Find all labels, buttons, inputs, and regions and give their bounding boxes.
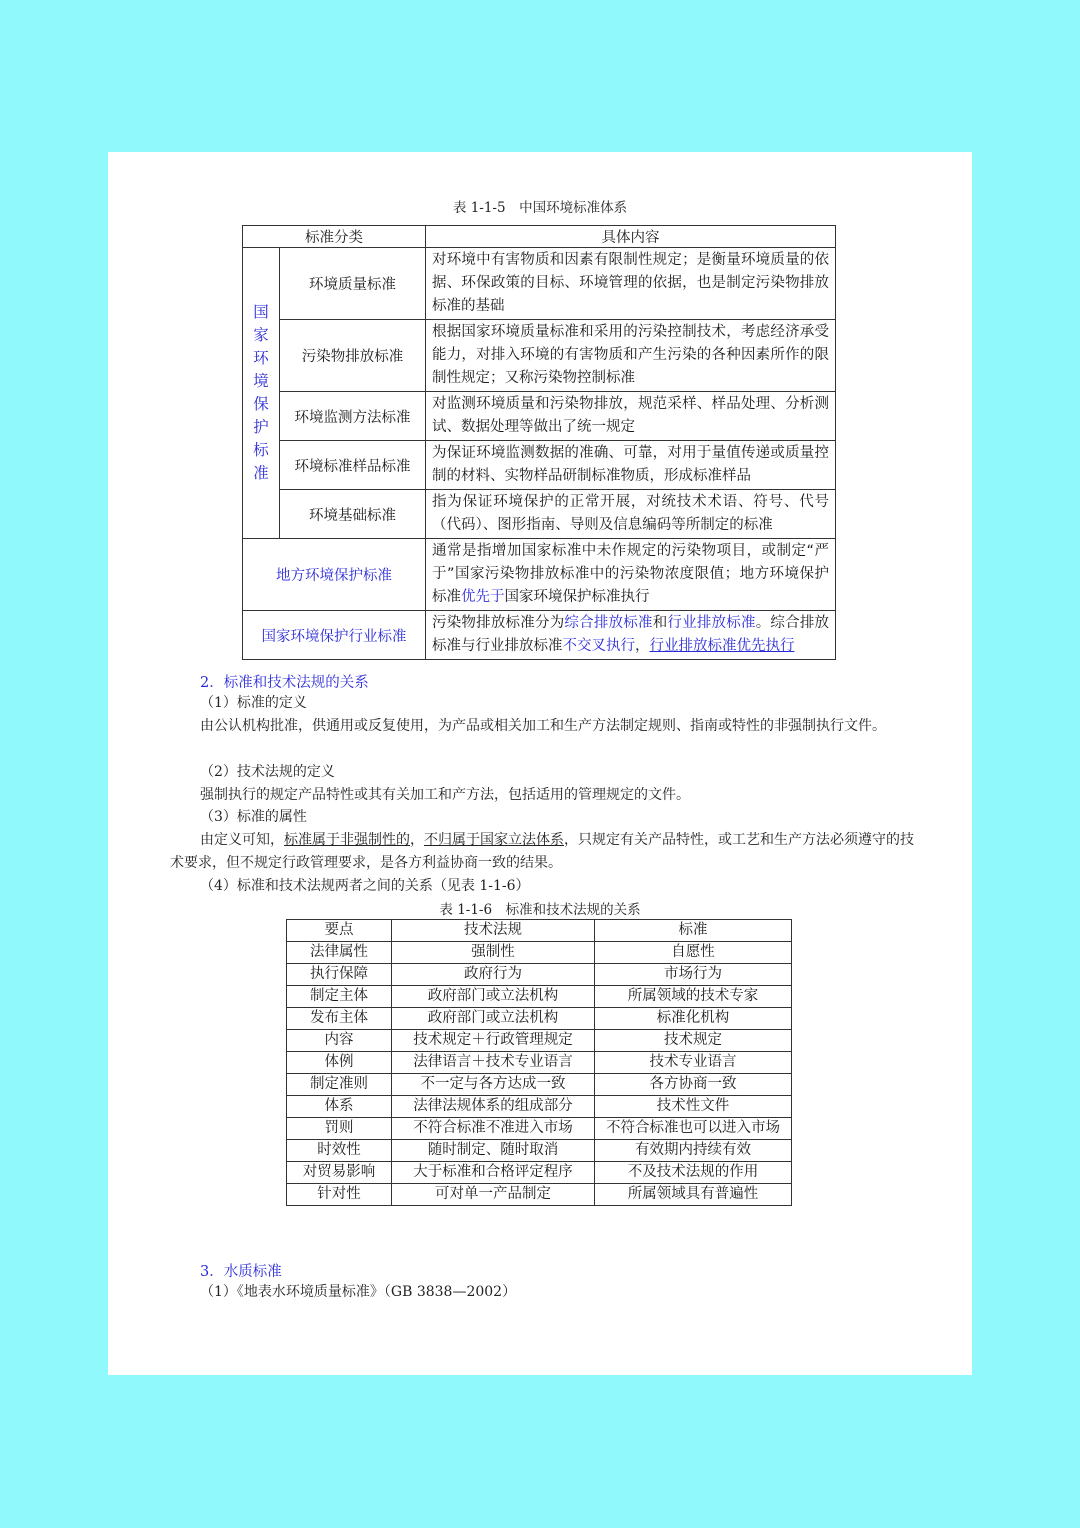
table-cell: 罚则 [287, 1118, 392, 1140]
table-row [243, 248, 836, 320]
table-cell: 体例 [287, 1052, 392, 1074]
table-row [287, 964, 792, 986]
table-row [287, 1162, 792, 1184]
table-cell: 技术专业语言 [595, 1052, 792, 1074]
local-standard-content [426, 539, 836, 611]
table-cell: 政府部门或立法机构 [392, 1008, 595, 1030]
header-cell: 标准 [595, 920, 792, 942]
table2-caption: 表 1-1-6 标准和技术法规的关系 [439, 902, 641, 918]
content-text: 国家环境保护标准执行 [504, 589, 650, 605]
table-cell: 技术规定 [595, 1030, 792, 1052]
table-header-row [243, 226, 836, 248]
table-cell: 法律语言＋技术专业语言 [392, 1052, 595, 1074]
table-cell: 发布主体 [287, 1008, 392, 1030]
content-highlight: 行业排放标准优先执行 [649, 638, 795, 654]
paragraph [170, 829, 916, 875]
table-cell: 针对性 [287, 1184, 392, 1206]
table-row [243, 611, 836, 660]
content-highlight: 综合排放标准 [564, 615, 653, 631]
paragraph-text: 由定义可知， [200, 832, 284, 848]
content-text: 污染物排放标准分为 [432, 615, 565, 631]
paragraph-underline: 标准属于非强制性的 [284, 832, 410, 848]
table-row [287, 986, 792, 1008]
table-row [287, 1184, 792, 1206]
table-cell: 不一定与各方达成一致 [392, 1074, 595, 1096]
header-content: 具体内容 [426, 226, 836, 248]
table-row [287, 1096, 792, 1118]
table-cell: 制定主体 [287, 986, 392, 1008]
category-cell: 环境基础标准 [280, 490, 426, 539]
table-cell: 技术规定＋行政管理规定 [392, 1030, 595, 1052]
sub-heading: （1）《地表水环境质量标准》（GB 3838—2002） [200, 1284, 517, 1300]
paragraph-text: ，只规定有关产品特性，或工艺和生产方法必须遵守的技术要求，但不规定行政管理要求，是各方利益协商一致的结果。 [170, 832, 914, 871]
table-row [243, 490, 836, 539]
table-row [243, 320, 836, 392]
content-cell: 对环境中有害物质和因素有限制性规定；是衡量环境质量的依据、环保政策的目标、环境管理的依据，也是制定污染物排放标准的基础 [426, 248, 836, 320]
table-row [243, 441, 836, 490]
header-cell: 要点 [287, 920, 392, 942]
table-row [243, 539, 836, 611]
table-cell: 可对单一产品制定 [392, 1184, 595, 1206]
content-cell: 为保证环境监测数据的准确、可靠，对用于量值传递或质量控制的材料、实物样品研制标准物质，形成标准样品 [426, 441, 836, 490]
sub-heading: （4）标准和技术法规两者之间的关系（见表 1-1-6） [200, 878, 530, 894]
table-cell: 对贸易影响 [287, 1162, 392, 1184]
table-cell: 不符合标准也可以进入市场 [595, 1118, 792, 1140]
table-cell: 各方协商一致 [595, 1074, 792, 1096]
content-text: 和 [652, 615, 668, 631]
table-cell: 自愿性 [595, 942, 792, 964]
table-row [287, 1008, 792, 1030]
national-group-label-text: 国家环境保护标准 [253, 303, 269, 482]
header-category: 标准分类 [243, 226, 426, 248]
table-cell: 市场行为 [595, 964, 792, 986]
content-cell: 根据国家环境质量标准和采用的污染控制技术，考虑经济承受能力，对排入环境的有害物质和产生污染的各种因素所作的限制性规定；又称污染物控制标准 [426, 320, 836, 392]
category-cell: 环境监测方法标准 [280, 392, 426, 441]
table-row [243, 392, 836, 441]
table-cell: 制定准则 [287, 1074, 392, 1096]
paragraph: 由公认机构批准，供通用或反复使用，为产品或相关加工和生产方法制定规则、指南或特性的非强制执行文件。 [200, 718, 886, 734]
paragraph-underline: 不归属于国家立法体系 [424, 832, 564, 848]
sub-heading: （2）技术法规的定义 [200, 764, 335, 780]
table1-caption: 表 1-1-5 中国环境标准体系 [452, 200, 628, 216]
table-row [287, 1052, 792, 1074]
table-cell: 标准化机构 [595, 1008, 792, 1030]
section2-heading: 2．标准和技术法规的关系 [200, 675, 369, 691]
content-highlight: 优先于 [461, 589, 505, 605]
table-cell: 强制性 [392, 942, 595, 964]
table-cell: 法律法规体系的组成部分 [392, 1096, 595, 1118]
table-cell: 所属领域具有普遍性 [595, 1184, 792, 1206]
content-cell: 对监测环境质量和污染物排放，规范采样、样品处理、分析测试、数据处理等做出了统一规定 [426, 392, 836, 441]
header-cell: 技术法规 [392, 920, 595, 942]
table-cell: 政府部门或立法机构 [392, 986, 595, 1008]
environment-standards-table [242, 225, 836, 660]
table-cell: 内容 [287, 1030, 392, 1052]
table-row [287, 1140, 792, 1162]
content-text: 。综合排放标准与行业排放标准 [432, 615, 830, 654]
sub-heading: （3）标准的属性 [200, 809, 307, 825]
category-cell: 污染物排放标准 [280, 320, 426, 392]
table-header-row [287, 920, 792, 942]
paragraph-text: ， [410, 832, 424, 848]
section3-heading: 3．水质标准 [200, 1264, 282, 1280]
document-page [108, 152, 972, 1375]
table-cell: 政府行为 [392, 964, 595, 986]
table-row [287, 942, 792, 964]
sub-heading: （1）标准的定义 [200, 695, 307, 711]
table-cell: 随时制定、随时取消 [392, 1140, 595, 1162]
national-group-label [243, 248, 280, 539]
content-highlight: 行业排放标准 [667, 615, 756, 631]
table-cell: 法律属性 [287, 942, 392, 964]
category-cell: 环境质量标准 [280, 248, 426, 320]
table-cell: 技术性文件 [595, 1096, 792, 1118]
table-row [287, 1074, 792, 1096]
table-cell: 所属领域的技术专家 [595, 986, 792, 1008]
table-row [287, 1030, 792, 1052]
table-cell: 有效期内持续有效 [595, 1140, 792, 1162]
category-cell: 环境标准样品标准 [280, 441, 426, 490]
table-cell: 不符合标准不准进入市场 [392, 1118, 595, 1140]
content-highlight: 不交叉执行 [562, 638, 635, 654]
local-standard-category: 地方环境保护标准 [243, 539, 426, 611]
table-row [287, 1118, 792, 1140]
content-cell: 指为保证环境保护的正常开展，对统技术术语、符号、代号（代码）、图形指南、导则及信息编码等所制定的标准 [426, 490, 836, 539]
industry-standard-content [426, 611, 836, 660]
paragraph: 强制执行的规定产品特性或其有关加工和产方法，包括适用的管理规定的文件。 [200, 787, 690, 803]
industry-standard-category: 国家环境保护行业标准 [243, 611, 426, 660]
table-cell: 体系 [287, 1096, 392, 1118]
table-cell: 大于标准和合格评定程序 [392, 1162, 595, 1184]
table-cell: 执行保障 [287, 964, 392, 986]
content-text: 通常是指增加国家标准中未作规定的污染物项目，或制定“严于”国家污染物排放标准中的污染物浓度限值；地方环境保护标准 [432, 543, 829, 605]
table-cell: 时效性 [287, 1140, 392, 1162]
content-text: ， [635, 638, 650, 654]
standards-vs-regulations-table [286, 919, 792, 1206]
table-cell: 不及技术法规的作用 [595, 1162, 792, 1184]
